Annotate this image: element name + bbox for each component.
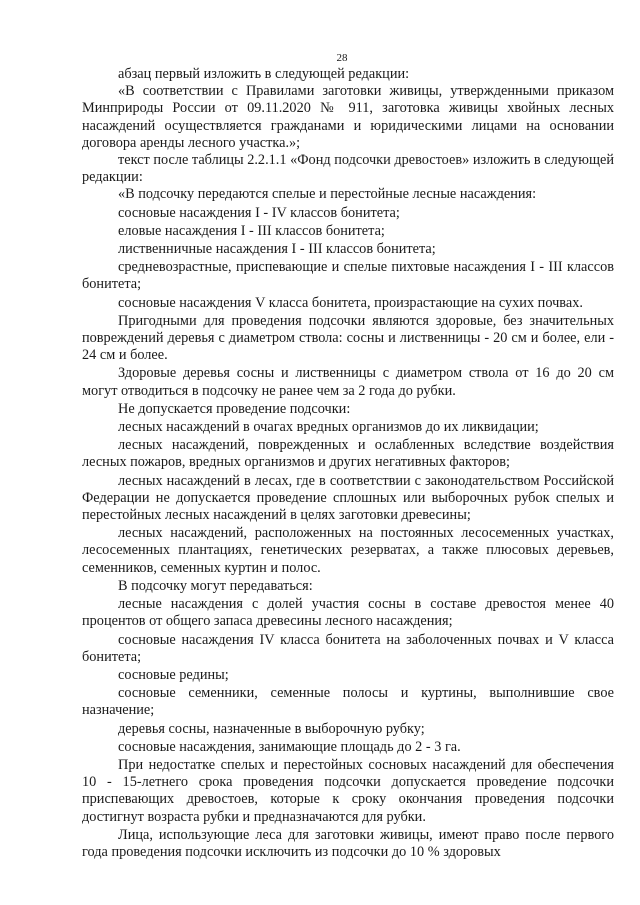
paragraph: еловые насаждения I - III классов бонитета; xyxy=(118,222,385,239)
paragraph: деревья сосны, назначенные в выборочную рубку; xyxy=(118,720,425,737)
paragraph: «В соответствии с Правилами заготовки живицы, утвержденными приказом Минприроды России от 09.11.2020 № 911, заготовка живицы хвойных лесных насаждений осуществляется гражданами и юридическими лицами на основании договора аренды лесного участка.»; xyxy=(82,83,614,151)
paragraph: При недостатке спелых и перестойных сосновых насаждений для обеспечения 10 - 15-летнего срока проведения подсочки допускается проведение подсочки приспевающих древостоев, которые к сроку окончания проведения подсочки достигнут возраста рубки и предназначаются для рубки. xyxy=(82,756,614,825)
paragraph: сосновые насаждения IV класса бонитета на заболоченных почвах и V класса бонитета; xyxy=(82,631,614,665)
paragraph: сосновые семенники, семенные полосы и куртины, выполнившие свое назначение; xyxy=(82,685,614,719)
paragraph: сосновые насаждения V класса бонитета, произрастающие на сухих почвах. xyxy=(118,294,583,311)
paragraph: Пригодными для проведения подсочки являются здоровые, без значительных повреждений деревья с диаметром ствола: сосны и лиственницы - 20 см и более, ели - 24 см и более. xyxy=(82,312,614,364)
paragraph: лесные насаждения с долей участия сосны в составе древостоя менее 40 процентов от общего запаса древесины лесного насаждения; xyxy=(82,596,614,630)
paragraph: лесных насаждений, поврежденных и ослабленных вследствие воздействия лесных пожаров, вредных организмов и других негативных факторов; xyxy=(82,437,614,471)
paragraph: сосновые насаждения I - IV классов бонитета; xyxy=(118,204,400,221)
paragraph: абзац первый изложить в следующей редакции: xyxy=(118,66,410,82)
paragraph: «В подсочку передаются спелые и перестойные лесные насаждения: xyxy=(118,186,537,203)
paragraph: текст после таблицы 2.2.1.1 «Фонд подсочки древостоев» изложить в следующей редакции: xyxy=(82,152,614,186)
paragraph: Не допускается проведение подсочки: xyxy=(118,400,351,417)
paragraph: лесных насаждений в лесах, где в соответствии с законодательством Российской Федерации не допускается проведение сплошных или выборочных рубок спелых и перестойных лесных насаждений в целях заготовки древесины; xyxy=(82,472,614,524)
paragraph: сосновые насаждения, занимающие площадь до 2 - 3 га. xyxy=(118,738,461,755)
page-number: 28 xyxy=(336,52,348,64)
paragraph: Лица, использующие леса для заготовки живицы, имеют право после первого года проведения подсочки исключить из подсочки до 10 % здоровых xyxy=(82,826,614,860)
paragraph: лесных насаждений в очагах вредных организмов до их ликвидации; xyxy=(118,419,539,436)
paragraph: сосновые редины; xyxy=(118,666,229,683)
paragraph: средневозрастные, приспевающие и спелые пихтовые насаждения I - III классов бонитета; xyxy=(82,259,614,293)
document-body xyxy=(82,66,614,861)
paragraph: лесных насаждений, расположенных на постоянных лесосеменных участках, лесосеменных плантациях, генетических резерватах, а также плюсовых деревьев, семенников, семенных куртин и полос. xyxy=(82,525,614,576)
paragraph: лиственничные насаждения I - III классов бонитета; xyxy=(118,241,436,258)
paragraph: В подсочку могут передаваться: xyxy=(118,577,313,594)
paragraph: Здоровые деревья сосны и лиственницы с диаметром ствола от 16 до 20 см могут отводиться в подсочку не ранее чем за 2 года до рубки. xyxy=(82,365,614,399)
